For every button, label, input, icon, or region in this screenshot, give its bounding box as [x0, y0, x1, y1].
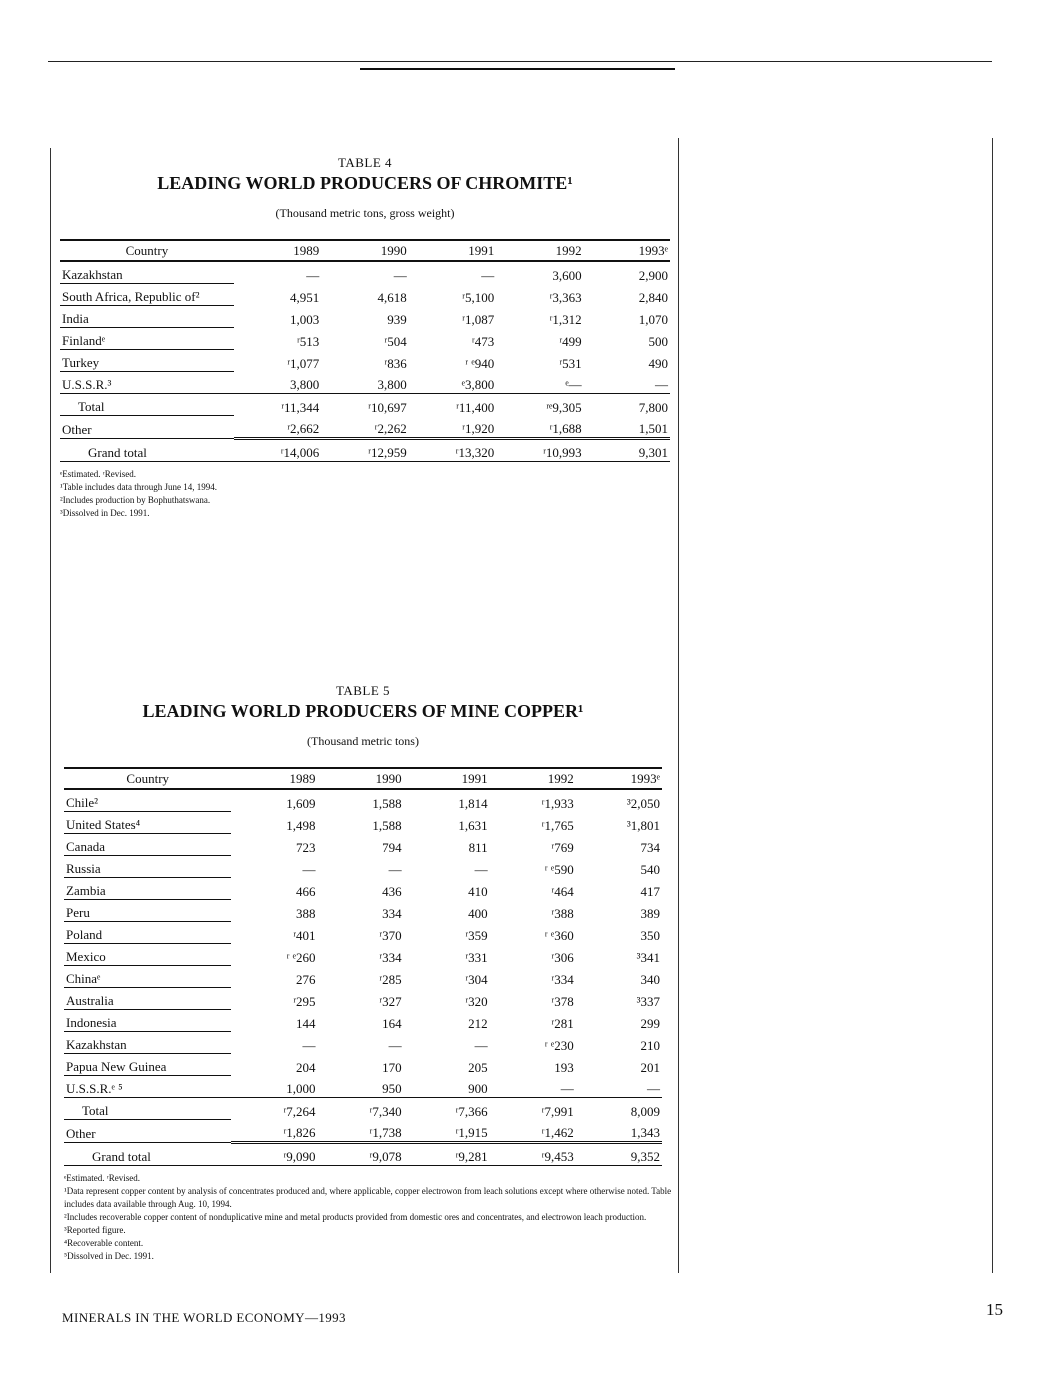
value-cell: ʳ1,920	[462, 420, 495, 436]
value-cell: ʳ1,765	[541, 817, 574, 833]
col-header-1989: 1989	[234, 240, 321, 261]
value-cell: ³1,801	[626, 817, 660, 833]
table-5-notes	[64, 1172, 678, 1263]
value-cell: 9,352	[576, 1142, 662, 1165]
col-header-1993: 1993ᵉ	[584, 240, 670, 261]
table-row	[60, 306, 670, 328]
country-cell: Kazakhstan	[64, 1032, 231, 1054]
col-header-1991: 1991	[404, 768, 490, 789]
footnote: ³Dissolved in Dec. 1991.	[60, 507, 150, 518]
country-cell: Total	[64, 1098, 231, 1120]
country-cell: Turkey	[60, 350, 234, 372]
value-cell: ʳ1,312	[549, 311, 582, 327]
value-cell: —	[474, 1037, 488, 1053]
value-cell: ᵉ—	[565, 377, 582, 392]
value-cell: ʳ ᵉ360	[544, 927, 574, 943]
value-cell: ʳ504	[384, 333, 407, 349]
value-cell: 734	[640, 839, 660, 855]
value-cell: —	[560, 1081, 574, 1096]
country-cell: Indonesia	[64, 1010, 231, 1032]
value-cell: ʳ378	[551, 993, 574, 1009]
footnote: ²Includes production by Bophuthatswana.	[60, 494, 211, 505]
table-row	[64, 1054, 662, 1076]
value-cell: 212	[468, 1015, 488, 1031]
value-cell: ʳ7,991	[490, 1098, 576, 1120]
value-cell: 4,618	[377, 289, 407, 305]
col-header-country: Country	[60, 240, 234, 261]
value-cell: 3,600	[552, 267, 582, 283]
col-header-1989: 1989	[231, 768, 317, 789]
country-cell: Chinaᵉ	[64, 966, 231, 988]
country-cell: Poland	[64, 922, 231, 944]
value-cell: ʳ ᵉ590	[544, 861, 574, 877]
value-cell: 1,498	[286, 817, 316, 833]
value-cell: 4,951	[290, 289, 320, 305]
left-column-rule	[50, 148, 51, 1273]
value-cell: ʳ513	[296, 333, 320, 349]
total-row	[64, 1098, 662, 1120]
page-right-rule	[992, 138, 993, 1273]
value-cell: ʳ320	[465, 993, 488, 1009]
value-cell: ʳ9,090	[231, 1142, 317, 1165]
value-cell: ʳ7,366	[404, 1098, 490, 1120]
value-cell: 466	[296, 883, 316, 899]
value-cell: ³337	[636, 993, 660, 1009]
col-header-1992: 1992	[490, 768, 576, 789]
value-cell: 9,301	[584, 438, 670, 461]
other-row	[64, 1120, 662, 1143]
table-5-block	[64, 683, 672, 1263]
table-row	[64, 1010, 662, 1032]
value-cell: 417	[640, 883, 660, 899]
country-cell: Australia	[64, 988, 231, 1010]
table-5-title: LEADING WORLD PRODUCERS OF MINE COPPER¹	[142, 701, 584, 721]
footnote: ⁵Dissolved in Dec. 1991.	[64, 1250, 154, 1261]
value-cell: 7,800	[584, 394, 670, 416]
value-cell: 950	[382, 1081, 402, 1096]
table-5	[64, 767, 662, 1166]
value-cell: 900	[468, 1081, 488, 1096]
page-footer: MINERALS IN THE WORLD ECONOMY—1993	[62, 1310, 346, 1325]
country-cell: Chile²	[64, 789, 231, 812]
value-cell: 8,009	[576, 1098, 662, 1120]
value-cell: 201	[640, 1059, 660, 1075]
country-cell: Mexico	[64, 944, 231, 966]
country-cell: Russia	[64, 856, 231, 878]
table-row	[64, 1076, 662, 1098]
value-cell: 794	[382, 839, 402, 855]
country-cell: Grand total	[64, 1142, 231, 1165]
footnote: ⁴Recoverable content.	[64, 1237, 144, 1248]
value-cell: ʳ11,400	[409, 394, 496, 416]
value-cell: ʳ7,340	[318, 1098, 404, 1120]
value-cell: 400	[468, 905, 488, 921]
value-cell: 436	[382, 883, 402, 899]
value-cell: 2,900	[638, 267, 668, 283]
table-row	[64, 1032, 662, 1054]
right-column-rule	[678, 138, 679, 1273]
value-cell: 3,800	[377, 377, 407, 392]
table-row	[64, 789, 662, 812]
table-row	[64, 900, 662, 922]
top-rule-accent	[360, 68, 675, 70]
total-row	[60, 394, 670, 416]
country-cell: Papua New Guinea	[64, 1054, 231, 1076]
value-cell: ʳ331	[465, 949, 488, 965]
value-cell: ʳ304	[465, 971, 488, 987]
value-cell: 350	[640, 927, 660, 943]
table-5-body	[64, 789, 662, 1165]
value-cell: ʳ5,100	[462, 289, 495, 305]
value-cell: ʳ334	[379, 949, 402, 965]
value-cell: —	[388, 861, 402, 877]
table-row	[60, 261, 670, 284]
table-4-number: TABLE 4	[337, 155, 393, 170]
table-row	[64, 988, 662, 1010]
value-cell: 2,840	[638, 289, 668, 305]
value-cell: ʳ281	[551, 1015, 574, 1031]
col-header-1990: 1990	[318, 768, 404, 789]
value-cell: ʳ1,087	[462, 311, 495, 327]
value-cell: —	[302, 1037, 316, 1053]
country-cell: Canada	[64, 834, 231, 856]
value-cell: —	[302, 861, 316, 877]
value-cell: 388	[296, 905, 316, 921]
value-cell: ʳ388	[551, 905, 574, 921]
value-cell: ʳ359	[465, 927, 488, 943]
country-cell: Other	[60, 416, 234, 439]
value-cell: 3,800	[290, 377, 320, 392]
value-cell: ʳ2,262	[374, 420, 407, 436]
value-cell: ʳ2,662	[287, 420, 320, 436]
table-4-title: LEADING WORLD PRODUCERS OF CHROMITE¹	[157, 173, 573, 193]
value-cell: —	[481, 267, 495, 283]
table-row	[60, 284, 670, 306]
value-cell: 540	[640, 861, 660, 877]
col-header-1991: 1991	[409, 240, 496, 261]
value-cell: ʳ499	[559, 333, 582, 349]
value-cell: ʳ1,077	[287, 355, 320, 371]
value-cell: 299	[640, 1015, 660, 1031]
value-cell: 490	[648, 355, 668, 371]
value-cell: 1,631	[458, 817, 488, 833]
value-cell: ʳ7,264	[231, 1098, 317, 1120]
value-cell: ʳ ᵉ230	[544, 1037, 574, 1053]
value-cell: 1,003	[290, 311, 320, 327]
value-cell: ʳ ᵉ260	[286, 949, 316, 965]
other-row	[60, 416, 670, 439]
col-header-1993: 1993ᵉ	[576, 768, 662, 789]
value-cell: ʳ14,006	[234, 438, 321, 461]
footnote: ²Includes recoverable copper content of nonduplicative mine and metal products provided from domestic ores and concentrates, and electrowon leach production.	[64, 1211, 647, 1222]
value-cell: ʳ401	[293, 927, 316, 943]
col-header-1992: 1992	[496, 240, 583, 261]
country-cell: United States⁴	[64, 812, 231, 834]
value-cell: ʳ12,959	[321, 438, 408, 461]
value-cell: 170	[382, 1059, 402, 1075]
value-cell: 276	[296, 971, 316, 987]
country-cell: Finlandᵉ	[60, 328, 234, 350]
value-cell: 939	[387, 311, 407, 327]
value-cell: ʳ1,933	[541, 795, 574, 811]
value-cell: ʳ327	[379, 993, 402, 1009]
country-cell: Zambia	[64, 878, 231, 900]
value-cell: ʳ9,453	[490, 1142, 576, 1165]
value-cell: —	[393, 267, 407, 283]
value-cell: ʳ3,363	[549, 289, 582, 305]
value-cell: ʳ10,697	[321, 394, 408, 416]
footnote: ᵉEstimated. ʳRevised.	[64, 1172, 140, 1183]
value-cell: ʳ836	[384, 355, 407, 371]
value-cell: ʳ1,738	[369, 1124, 402, 1140]
country-cell: South Africa, Republic of²	[60, 284, 234, 306]
footnote: ᵉEstimated. ʳRevised.	[60, 468, 136, 479]
table-4-notes	[60, 468, 670, 520]
country-cell: Total	[60, 394, 234, 416]
value-cell: —	[388, 1037, 402, 1053]
page-number: 15	[986, 1300, 1003, 1319]
table-4-body	[60, 261, 670, 461]
value-cell: ³2,050	[626, 795, 660, 811]
table-row	[64, 812, 662, 834]
value-cell: 193	[554, 1059, 574, 1075]
value-cell: ʳ ᵉ940	[465, 355, 495, 371]
value-cell: ³341	[636, 949, 660, 965]
value-cell: 205	[468, 1059, 488, 1075]
footnote: ¹Table includes data through June 14, 1994.	[60, 481, 218, 492]
value-cell: 811	[468, 839, 488, 855]
table-row	[64, 834, 662, 856]
col-header-country: Country	[64, 768, 231, 789]
country-cell: Other	[64, 1120, 231, 1143]
table-row	[60, 328, 670, 350]
table-row	[64, 856, 662, 878]
value-cell: ʳ285	[379, 971, 402, 987]
value-cell: 1,588	[372, 795, 402, 811]
value-cell: —	[474, 861, 488, 877]
table-row	[64, 878, 662, 900]
value-cell: 210	[640, 1037, 660, 1053]
value-cell: ʳ769	[551, 839, 574, 855]
value-cell: 1,000	[286, 1081, 316, 1096]
value-cell: ʳ464	[551, 883, 574, 899]
value-cell: ʳ531	[559, 355, 582, 371]
value-cell: ʳ334	[551, 971, 574, 987]
value-cell: —	[306, 267, 320, 283]
value-cell: ʳᵉ9,305	[496, 394, 583, 416]
value-cell: ʳ9,078	[318, 1142, 404, 1165]
table-row	[64, 944, 662, 966]
value-cell: ʳ1,826	[283, 1124, 316, 1140]
table-5-units: (Thousand metric tons)	[307, 734, 419, 748]
value-cell: 1,588	[372, 817, 402, 833]
table-4-units: (Thousand metric tons, gross weight)	[275, 206, 455, 220]
table-5-number: TABLE 5	[335, 683, 391, 698]
table-header-row	[60, 240, 670, 261]
grand-total-row	[64, 1142, 662, 1165]
value-cell: —	[655, 377, 668, 392]
value-cell: ʳ473	[471, 333, 495, 349]
top-rule	[48, 61, 992, 62]
table-row	[60, 372, 670, 394]
value-cell: 204	[296, 1059, 316, 1075]
country-cell: Grand total	[60, 438, 234, 461]
table-4	[60, 239, 670, 462]
table-header-row	[64, 768, 662, 789]
country-cell: U.S.S.R.³	[60, 372, 234, 394]
table-row	[60, 350, 670, 372]
country-cell: Kazakhstan	[60, 261, 234, 284]
value-cell: 1,501	[638, 420, 668, 436]
value-cell: 1,070	[638, 311, 668, 327]
value-cell: ʳ295	[293, 993, 316, 1009]
value-cell: 334	[382, 905, 402, 921]
value-cell: 500	[648, 333, 668, 349]
table-row	[64, 922, 662, 944]
value-cell: ᵉ3,800	[461, 377, 495, 392]
value-cell: 164	[382, 1015, 402, 1031]
value-cell: ʳ9,281	[404, 1142, 490, 1165]
footnote: ¹Data represent copper content by analysis of concentrates produced and, where applicable, copper electrowon from leach solutions except where otherwise noted. Table includes data available through Aug. 10, 1994.	[64, 1185, 672, 1209]
value-cell: 340	[640, 971, 660, 987]
value-cell: 1,343	[630, 1124, 660, 1140]
country-cell: Peru	[64, 900, 231, 922]
footnote: ³Reported figure.	[64, 1224, 126, 1235]
table-4-block	[60, 155, 670, 520]
value-cell: ʳ13,320	[409, 438, 496, 461]
value-cell: 1,814	[458, 795, 488, 811]
grand-total-row	[60, 438, 670, 461]
value-cell: ʳ1,688	[549, 420, 582, 436]
col-header-1990: 1990	[321, 240, 408, 261]
value-cell: ʳ1,915	[455, 1124, 488, 1140]
country-cell: India	[60, 306, 234, 328]
value-cell: 410	[468, 883, 488, 899]
country-cell: U.S.S.R.ᵉ ⁵	[64, 1076, 231, 1098]
value-cell: ʳ1,462	[541, 1124, 574, 1140]
value-cell: 389	[640, 905, 660, 921]
table-row	[64, 966, 662, 988]
value-cell: 144	[296, 1015, 316, 1031]
value-cell: 1,609	[286, 795, 316, 811]
value-cell: 723	[296, 839, 316, 855]
value-cell: ʳ370	[379, 927, 402, 943]
value-cell: —	[647, 1081, 660, 1096]
value-cell: ʳ10,993	[496, 438, 583, 461]
value-cell: ʳ11,344	[234, 394, 321, 416]
value-cell: ʳ306	[551, 949, 574, 965]
